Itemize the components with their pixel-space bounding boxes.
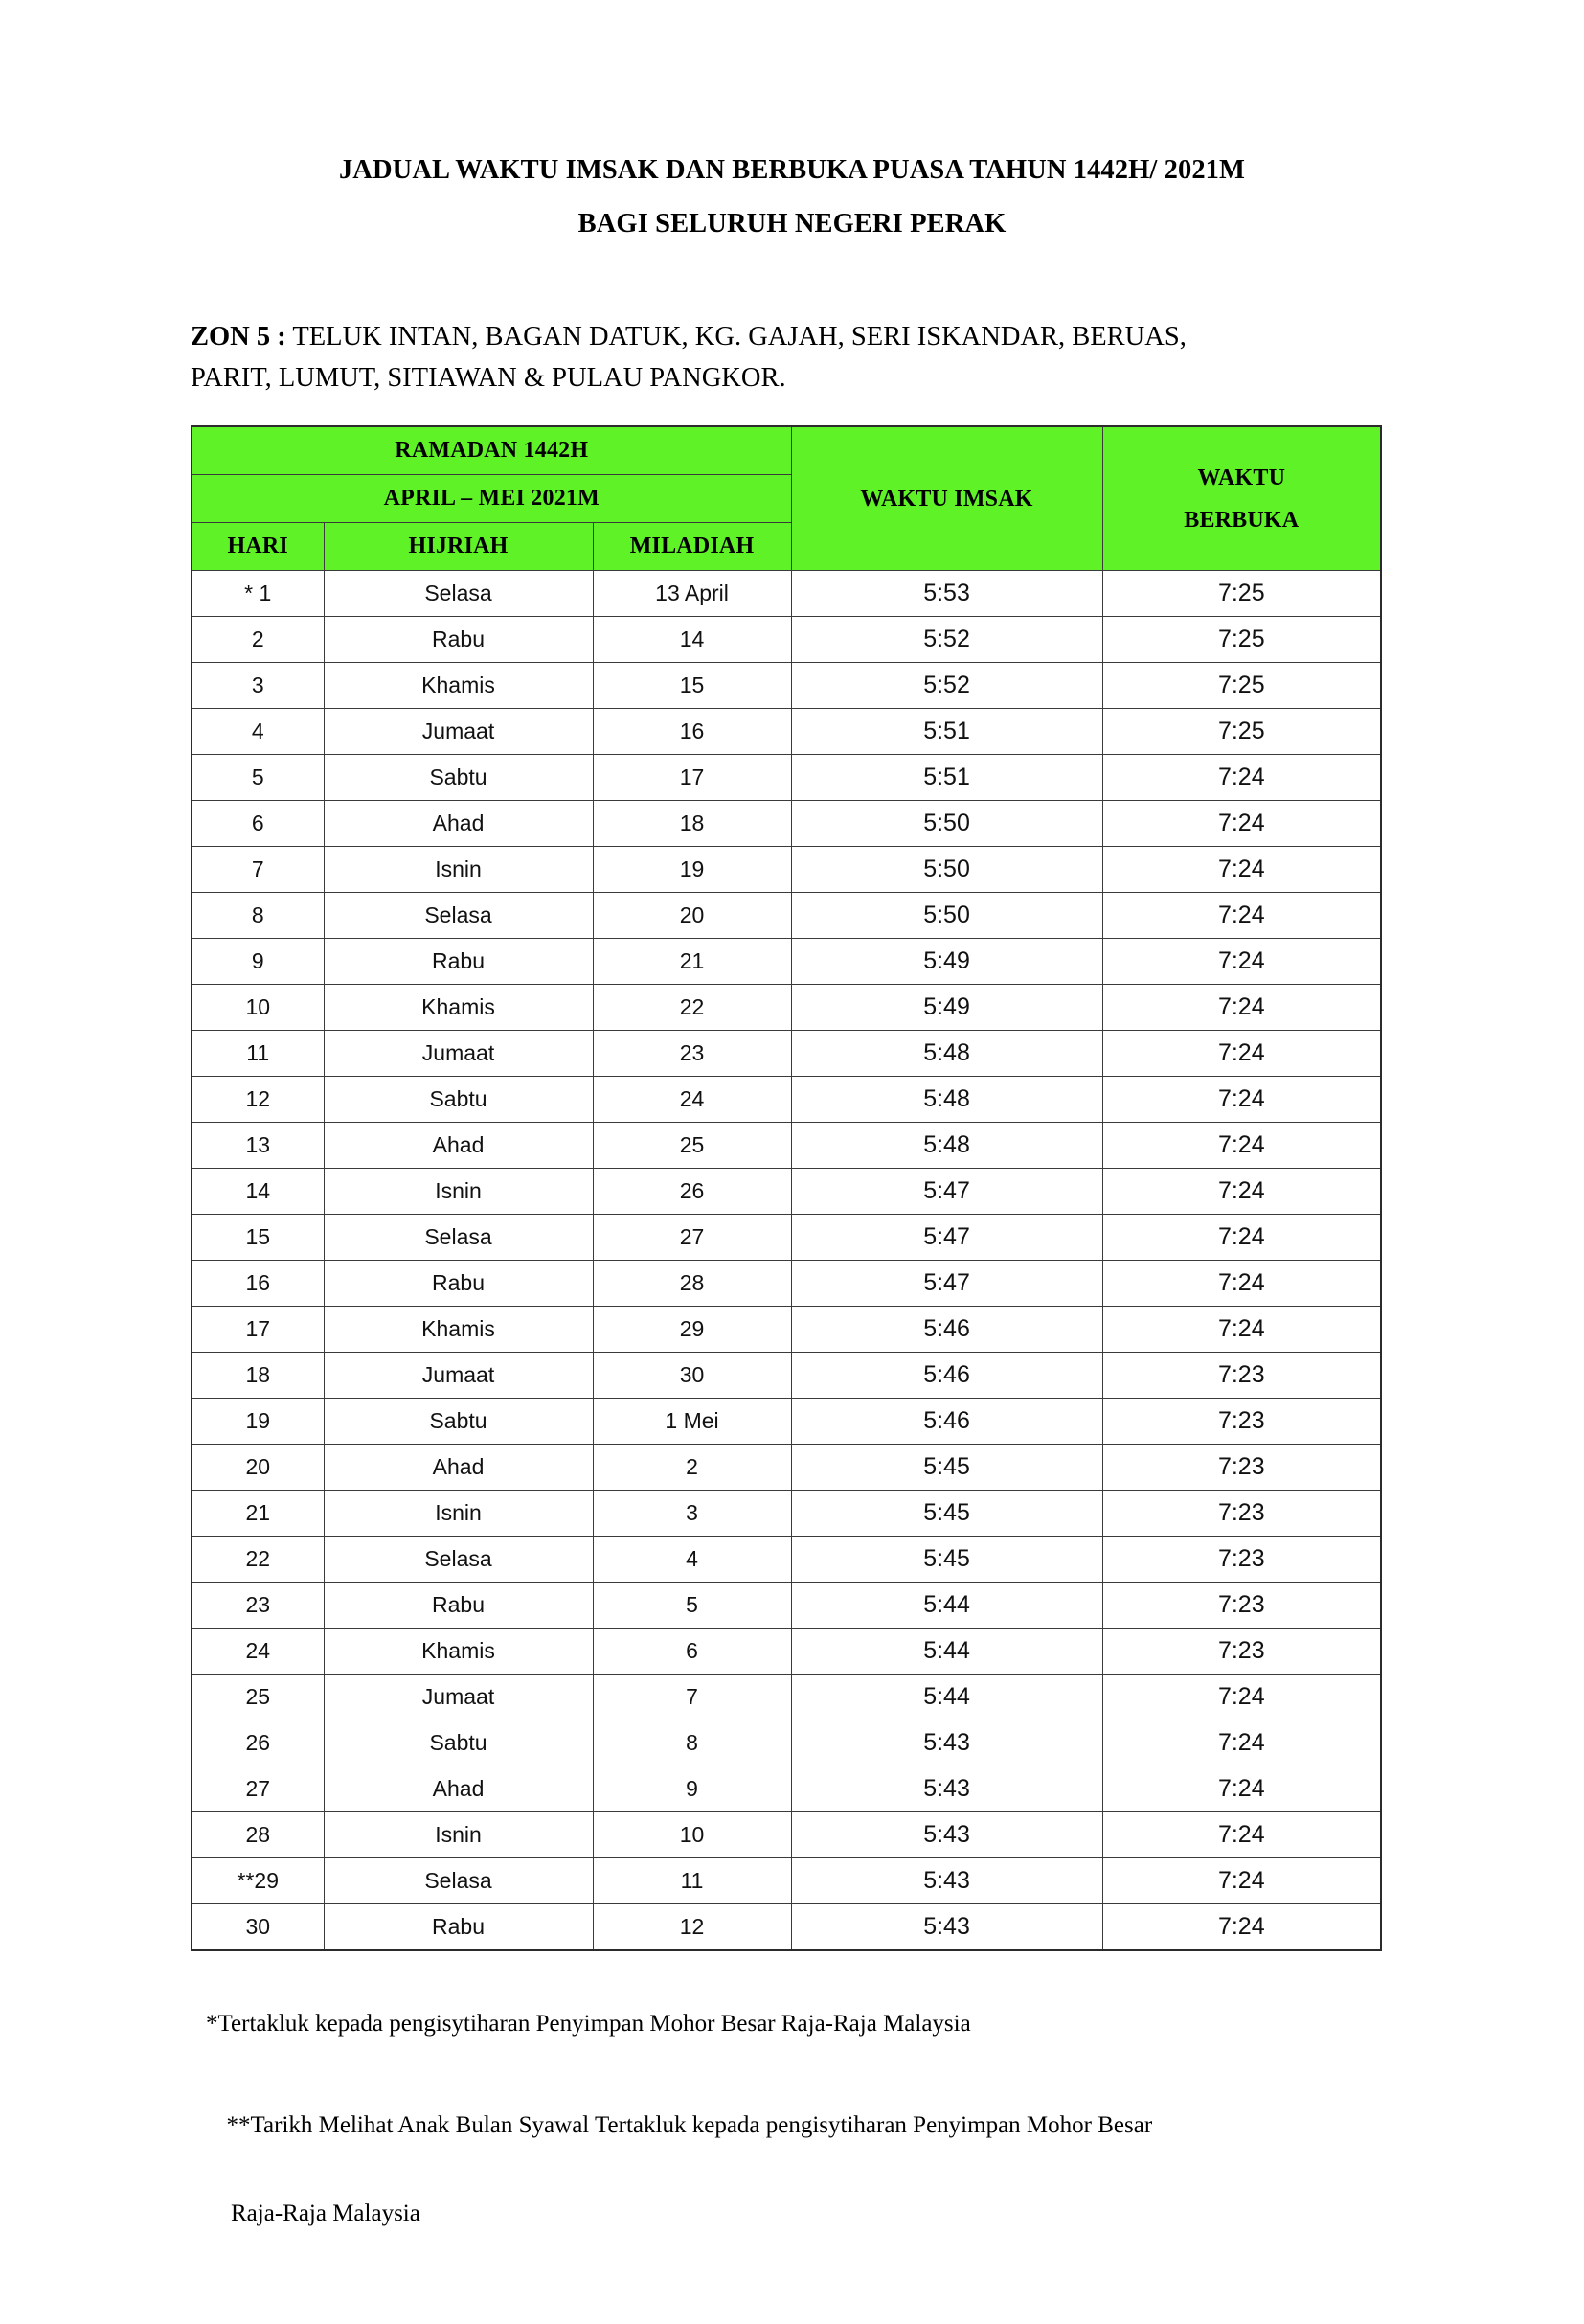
cell-waktu-berbuka: 7:24 bbox=[1102, 1169, 1381, 1215]
cell-waktu-berbuka: 7:24 bbox=[1102, 1720, 1381, 1766]
table-row bbox=[192, 1858, 1381, 1904]
document-title-block bbox=[0, 144, 1584, 251]
cell-hari: 9 bbox=[192, 939, 324, 985]
cell-waktu-berbuka: 7:24 bbox=[1102, 893, 1381, 939]
cell-waktu-imsak: 5:44 bbox=[791, 1583, 1102, 1629]
cell-waktu-imsak: 5:45 bbox=[791, 1491, 1102, 1537]
cell-waktu-berbuka: 7:24 bbox=[1102, 1307, 1381, 1353]
cell-hari: 24 bbox=[192, 1629, 324, 1675]
cell-hijriah: Jumaat bbox=[324, 1675, 593, 1720]
header-april-mei-2021m: APRIL – MEI 2021M bbox=[192, 475, 791, 523]
cell-hijriah: Sabtu bbox=[324, 1720, 593, 1766]
cell-miladiah: 4 bbox=[593, 1537, 791, 1583]
cell-hari: 27 bbox=[192, 1766, 324, 1812]
table-header bbox=[192, 426, 1381, 571]
table-row bbox=[192, 1169, 1381, 1215]
cell-waktu-imsak: 5:50 bbox=[791, 801, 1102, 847]
cell-hari: 28 bbox=[192, 1812, 324, 1858]
cell-hari: 19 bbox=[192, 1399, 324, 1445]
table-row bbox=[192, 1307, 1381, 1353]
cell-waktu-berbuka: 7:25 bbox=[1102, 663, 1381, 709]
cell-hijriah: Khamis bbox=[324, 663, 593, 709]
cell-hari: 20 bbox=[192, 1445, 324, 1491]
cell-miladiah: 9 bbox=[593, 1766, 791, 1812]
cell-hijriah: Ahad bbox=[324, 1445, 593, 1491]
zone-description bbox=[191, 316, 1397, 399]
cell-miladiah: 30 bbox=[593, 1353, 791, 1399]
table-row bbox=[192, 1675, 1381, 1720]
table-row bbox=[192, 1629, 1381, 1675]
cell-waktu-berbuka: 7:24 bbox=[1102, 1261, 1381, 1307]
cell-hijriah: Rabu bbox=[324, 939, 593, 985]
header-row-ramadan bbox=[192, 426, 1381, 475]
cell-miladiah: 1 Mei bbox=[593, 1399, 791, 1445]
cell-hari: 16 bbox=[192, 1261, 324, 1307]
cell-hari: 3 bbox=[192, 663, 324, 709]
table-row bbox=[192, 1720, 1381, 1766]
cell-miladiah: 12 bbox=[593, 1904, 791, 1951]
cell-miladiah: 11 bbox=[593, 1858, 791, 1904]
cell-waktu-imsak: 5:43 bbox=[791, 1720, 1102, 1766]
cell-miladiah: 27 bbox=[593, 1215, 791, 1261]
cell-hari: 15 bbox=[192, 1215, 324, 1261]
cell-miladiah: 29 bbox=[593, 1307, 791, 1353]
footnote-double-asterisk bbox=[191, 2060, 1436, 2324]
cell-miladiah: 20 bbox=[593, 893, 791, 939]
header-miladiah: MILADIAH bbox=[593, 523, 791, 571]
cell-hijriah: Isnin bbox=[324, 1491, 593, 1537]
footnote-single-asterisk: *Tertakluk kepada pengisytiharan Penyimpan Mohor Besar Raja-Raja Malaysia bbox=[206, 2011, 971, 2037]
cell-hijriah: Khamis bbox=[324, 985, 593, 1031]
cell-hari: 25 bbox=[192, 1675, 324, 1720]
cell-hijriah: Sabtu bbox=[324, 755, 593, 801]
header-hari: HARI bbox=[192, 523, 324, 571]
cell-waktu-imsak: 5:50 bbox=[791, 893, 1102, 939]
cell-miladiah: 22 bbox=[593, 985, 791, 1031]
cell-waktu-berbuka: 7:23 bbox=[1102, 1583, 1381, 1629]
cell-hijriah: Rabu bbox=[324, 617, 593, 663]
cell-hijriah: Isnin bbox=[324, 847, 593, 893]
cell-waktu-berbuka: 7:23 bbox=[1102, 1445, 1381, 1491]
header-waktu-imsak: WAKTU IMSAK bbox=[791, 426, 1102, 571]
cell-hari: **29 bbox=[192, 1858, 324, 1904]
cell-miladiah: 10 bbox=[593, 1812, 791, 1858]
table-row bbox=[192, 1445, 1381, 1491]
cell-miladiah: 25 bbox=[593, 1123, 791, 1169]
cell-hijriah: Khamis bbox=[324, 1629, 593, 1675]
table-row bbox=[192, 847, 1381, 893]
cell-hijriah: Jumaat bbox=[324, 1353, 593, 1399]
cell-miladiah: 2 bbox=[593, 1445, 791, 1491]
cell-miladiah: 17 bbox=[593, 755, 791, 801]
cell-hijriah: Ahad bbox=[324, 1123, 593, 1169]
cell-waktu-berbuka: 7:25 bbox=[1102, 571, 1381, 617]
cell-waktu-imsak: 5:51 bbox=[791, 709, 1102, 755]
title-line-2: BAGI SELURUH NEGERI PERAK bbox=[577, 209, 1007, 239]
header-waktu-berbuka-line-1: WAKTU bbox=[1197, 465, 1286, 490]
cell-hari: 14 bbox=[192, 1169, 324, 1215]
cell-waktu-berbuka: 7:25 bbox=[1102, 617, 1381, 663]
cell-hijriah: Rabu bbox=[324, 1583, 593, 1629]
cell-waktu-imsak: 5:43 bbox=[791, 1904, 1102, 1951]
table-row bbox=[192, 985, 1381, 1031]
cell-hari: 26 bbox=[192, 1720, 324, 1766]
cell-waktu-berbuka: 7:24 bbox=[1102, 1675, 1381, 1720]
cell-hari: 4 bbox=[192, 709, 324, 755]
cell-hari: 23 bbox=[192, 1583, 324, 1629]
table-row bbox=[192, 1766, 1381, 1812]
cell-waktu-imsak: 5:44 bbox=[791, 1675, 1102, 1720]
table-row bbox=[192, 1123, 1381, 1169]
cell-hari: 8 bbox=[192, 893, 324, 939]
cell-waktu-berbuka: 7:24 bbox=[1102, 847, 1381, 893]
cell-waktu-imsak: 5:46 bbox=[791, 1399, 1102, 1445]
cell-waktu-berbuka: 7:24 bbox=[1102, 1031, 1381, 1077]
cell-miladiah: 6 bbox=[593, 1629, 791, 1675]
cell-hari: 6 bbox=[192, 801, 324, 847]
header-waktu-berbuka-line-2: BERBUKA bbox=[1184, 507, 1300, 533]
cell-hari: 5 bbox=[192, 755, 324, 801]
cell-waktu-berbuka: 7:23 bbox=[1102, 1353, 1381, 1399]
cell-miladiah: 15 bbox=[593, 663, 791, 709]
table-body bbox=[192, 571, 1381, 1951]
table-row bbox=[192, 1491, 1381, 1537]
cell-waktu-imsak: 5:52 bbox=[791, 617, 1102, 663]
cell-waktu-berbuka: 7:24 bbox=[1102, 939, 1381, 985]
cell-hari: 18 bbox=[192, 1353, 324, 1399]
cell-miladiah: 7 bbox=[593, 1675, 791, 1720]
table-row bbox=[192, 1583, 1381, 1629]
cell-waktu-imsak: 5:50 bbox=[791, 847, 1102, 893]
cell-waktu-imsak: 5:48 bbox=[791, 1123, 1102, 1169]
zone-text-line-1: TELUK INTAN, BAGAN DATUK, KG. GAJAH, SERI ISKANDAR, BERUAS, bbox=[285, 322, 1187, 352]
cell-hijriah: Rabu bbox=[324, 1261, 593, 1307]
cell-waktu-berbuka: 7:24 bbox=[1102, 1766, 1381, 1812]
cell-waktu-imsak: 5:47 bbox=[791, 1215, 1102, 1261]
cell-waktu-berbuka: 7:24 bbox=[1102, 1904, 1381, 1951]
cell-hijriah: Selasa bbox=[324, 893, 593, 939]
table-row bbox=[192, 1261, 1381, 1307]
cell-miladiah: 21 bbox=[593, 939, 791, 985]
table-row bbox=[192, 1031, 1381, 1077]
cell-waktu-berbuka: 7:24 bbox=[1102, 1858, 1381, 1904]
cell-miladiah: 13 April bbox=[593, 571, 791, 617]
zone-text-line-2: PARIT, LUMUT, SITIAWAN & PULAU PANGKOR. bbox=[191, 363, 786, 393]
cell-waktu-berbuka: 7:24 bbox=[1102, 1812, 1381, 1858]
cell-waktu-imsak: 5:46 bbox=[791, 1307, 1102, 1353]
cell-hijriah: Rabu bbox=[324, 1904, 593, 1951]
cell-waktu-berbuka: 7:24 bbox=[1102, 801, 1381, 847]
cell-hijriah: Ahad bbox=[324, 801, 593, 847]
cell-waktu-berbuka: 7:24 bbox=[1102, 985, 1381, 1031]
cell-waktu-berbuka: 7:23 bbox=[1102, 1399, 1381, 1445]
cell-hari: 30 bbox=[192, 1904, 324, 1951]
cell-waktu-imsak: 5:43 bbox=[791, 1858, 1102, 1904]
cell-waktu-berbuka: 7:24 bbox=[1102, 1123, 1381, 1169]
cell-waktu-imsak: 5:47 bbox=[791, 1261, 1102, 1307]
cell-waktu-berbuka: 7:24 bbox=[1102, 1215, 1381, 1261]
cell-hijriah: Ahad bbox=[324, 1766, 593, 1812]
cell-miladiah: 5 bbox=[593, 1583, 791, 1629]
cell-hijriah: Selasa bbox=[324, 571, 593, 617]
cell-miladiah: 23 bbox=[593, 1031, 791, 1077]
cell-waktu-berbuka: 7:23 bbox=[1102, 1537, 1381, 1583]
footnotes-block bbox=[191, 2002, 1436, 2324]
cell-waktu-imsak: 5:45 bbox=[791, 1537, 1102, 1583]
cell-hijriah: Selasa bbox=[324, 1537, 593, 1583]
cell-waktu-imsak: 5:53 bbox=[791, 571, 1102, 617]
title-line-1: JADUAL WAKTU IMSAK DAN BERBUKA PUASA TAHUN 1442H/ 2021M bbox=[338, 155, 1246, 185]
table-row bbox=[192, 939, 1381, 985]
cell-hijriah: Jumaat bbox=[324, 709, 593, 755]
table-row bbox=[192, 893, 1381, 939]
cell-waktu-berbuka: 7:24 bbox=[1102, 755, 1381, 801]
cell-waktu-imsak: 5:45 bbox=[791, 1445, 1102, 1491]
cell-hijriah: Selasa bbox=[324, 1215, 593, 1261]
cell-waktu-berbuka: 7:24 bbox=[1102, 1077, 1381, 1123]
cell-hijriah: Sabtu bbox=[324, 1399, 593, 1445]
cell-hijriah: Sabtu bbox=[324, 1077, 593, 1123]
cell-hari: 11 bbox=[192, 1031, 324, 1077]
cell-hari: 2 bbox=[192, 617, 324, 663]
cell-waktu-imsak: 5:46 bbox=[791, 1353, 1102, 1399]
cell-waktu-berbuka: 7:23 bbox=[1102, 1491, 1381, 1537]
cell-waktu-imsak: 5:43 bbox=[791, 1766, 1102, 1812]
cell-hari: 17 bbox=[192, 1307, 324, 1353]
table-row bbox=[192, 1812, 1381, 1858]
cell-hijriah: Isnin bbox=[324, 1812, 593, 1858]
footnote-double-asterisk-line-1: **Tarikh Melihat Anak Bulan Syawal Tertakluk kepada pengisytiharan Penyimpan Mohor Besar bbox=[226, 2112, 1153, 2138]
table-row bbox=[192, 755, 1381, 801]
table-row bbox=[192, 663, 1381, 709]
cell-miladiah: 28 bbox=[593, 1261, 791, 1307]
table-row bbox=[192, 617, 1381, 663]
cell-hari: 12 bbox=[192, 1077, 324, 1123]
cell-waktu-berbuka: 7:25 bbox=[1102, 709, 1381, 755]
cell-hijriah: Khamis bbox=[324, 1307, 593, 1353]
cell-waktu-imsak: 5:51 bbox=[791, 755, 1102, 801]
cell-miladiah: 18 bbox=[593, 801, 791, 847]
table-row bbox=[192, 1353, 1381, 1399]
zone-label: ZON 5 : bbox=[191, 322, 286, 352]
table-row bbox=[192, 1077, 1381, 1123]
cell-hijriah: Selasa bbox=[324, 1858, 593, 1904]
cell-miladiah: 8 bbox=[593, 1720, 791, 1766]
table-row bbox=[192, 1904, 1381, 1951]
table-row bbox=[192, 1537, 1381, 1583]
cell-miladiah: 3 bbox=[593, 1491, 791, 1537]
cell-waktu-imsak: 5:47 bbox=[791, 1169, 1102, 1215]
table-row bbox=[192, 801, 1381, 847]
cell-waktu-imsak: 5:44 bbox=[791, 1629, 1102, 1675]
cell-waktu-imsak: 5:48 bbox=[791, 1077, 1102, 1123]
cell-waktu-imsak: 5:43 bbox=[791, 1812, 1102, 1858]
imsak-berbuka-schedule-table bbox=[191, 425, 1382, 1951]
table-row bbox=[192, 1215, 1381, 1261]
table-row bbox=[192, 1399, 1381, 1445]
table-row bbox=[192, 709, 1381, 755]
cell-waktu-imsak: 5:49 bbox=[791, 939, 1102, 985]
cell-hari: 13 bbox=[192, 1123, 324, 1169]
cell-waktu-imsak: 5:52 bbox=[791, 663, 1102, 709]
cell-waktu-imsak: 5:48 bbox=[791, 1031, 1102, 1077]
cell-hijriah: Jumaat bbox=[324, 1031, 593, 1077]
header-waktu-berbuka bbox=[1102, 426, 1381, 571]
cell-miladiah: 24 bbox=[593, 1077, 791, 1123]
header-hijriah: HIJRIAH bbox=[324, 523, 593, 571]
cell-hari: * 1 bbox=[192, 571, 324, 617]
cell-miladiah: 19 bbox=[593, 847, 791, 893]
cell-miladiah: 26 bbox=[593, 1169, 791, 1215]
cell-waktu-imsak: 5:49 bbox=[791, 985, 1102, 1031]
schedule-table-wrapper bbox=[191, 425, 1380, 1951]
cell-hari: 10 bbox=[192, 985, 324, 1031]
table-row bbox=[192, 571, 1381, 617]
footnote-double-asterisk-line-2: Raja-Raja Malaysia bbox=[231, 2200, 420, 2226]
cell-miladiah: 14 bbox=[593, 617, 791, 663]
cell-hari: 22 bbox=[192, 1537, 324, 1583]
cell-hari: 21 bbox=[192, 1491, 324, 1537]
cell-hijriah: Isnin bbox=[324, 1169, 593, 1215]
cell-miladiah: 16 bbox=[593, 709, 791, 755]
header-ramadan-1442h: RAMADAN 1442H bbox=[192, 426, 791, 475]
cell-hari: 7 bbox=[192, 847, 324, 893]
cell-waktu-berbuka: 7:23 bbox=[1102, 1629, 1381, 1675]
